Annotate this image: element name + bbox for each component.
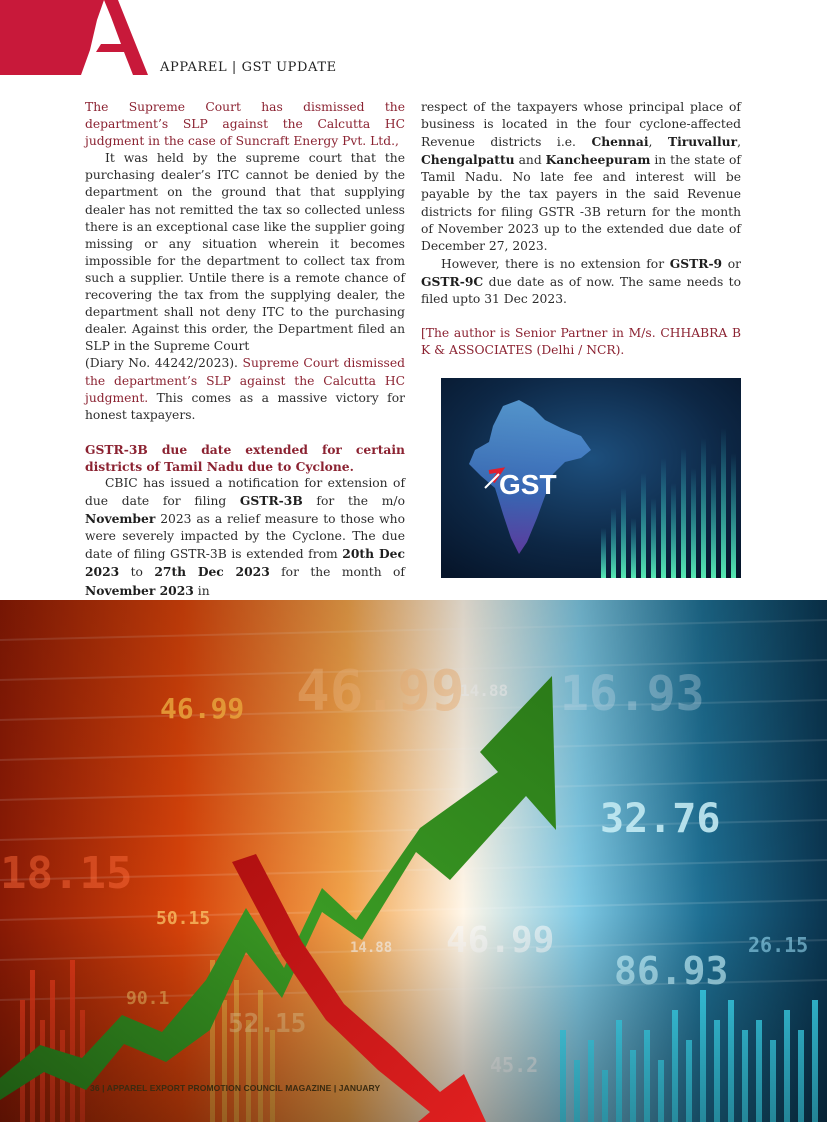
- right-column: [421, 99, 741, 359]
- text-run: to: [130, 565, 143, 580]
- gst-logo-text: GST: [499, 469, 557, 500]
- dismissal-highlight: Supreme Court dismissed the department’s SLP against the Calcutta HC judgment.: [85, 356, 405, 405]
- district-name: Chengalpattu: [421, 152, 515, 168]
- district-name: Kancheepuram: [545, 152, 651, 168]
- body-paragraph: It was held by the supreme court that the purchasing dealer’s ITC cannot be denied by the department on the ground that that supplying dealer has not remitted the tax so collected unless there is an exceptional case like the supplier going missing or any situation wherein it becomes impossible for the department to collect tax from such a supplier. Untile there is a remote chance of recovering the tax from the supplying dealer, the department shall not deny ITC to the purchasing dealer. Against this order, the Department filed an SLP in the Supreme Court: [85, 151, 405, 354]
- bold-run: GSTR-9: [669, 255, 723, 271]
- text-run: 2023 as a relief measure to those who were severely impacted by the Cyclone. The due date of filing GSTR-3B is extended from: [85, 512, 405, 562]
- district-name: Tiruvallur: [667, 134, 738, 150]
- text-run: However, there is no extension for: [441, 256, 665, 271]
- victory-text: This comes as a massive victory for honest taxpayers.: [85, 390, 405, 422]
- bold-run: GSTR-9C: [421, 273, 484, 289]
- body-paragraph: [85, 355, 405, 423]
- gst-india-map-image: [441, 378, 741, 578]
- section-header: APPAREL | GST UPDATE: [160, 60, 337, 75]
- diary-reference: (Diary No. 44242/2023).: [85, 356, 238, 371]
- bold-run: November: [85, 511, 156, 527]
- bold-run: 20th Dec 2023: [85, 546, 405, 580]
- left-column: [85, 99, 405, 600]
- body-paragraph: [85, 475, 405, 600]
- text-run: respect of the taxpayers whose principal place of business is located in the four cyclone-affected Revenue districts i.e.: [421, 100, 741, 150]
- text-run: due date as of now. The same needs to filed upto 31 Dec 2023.: [421, 274, 741, 307]
- text-run: or: [727, 256, 741, 271]
- text-run: for the month of: [281, 565, 405, 580]
- bold-run: GSTR-3B: [239, 493, 303, 509]
- bold-run: 27th Dec 2023: [154, 564, 270, 580]
- comma: ,: [737, 135, 741, 150]
- district-name: Chennai: [591, 134, 649, 150]
- text-run: in the state of Tamil Nadu. No late fee and interest will be payable by the tax payers in the said Revenue districts for filing GSTR -3B return for the month of November 2023 up to the extended due date of December 27, 2023.: [421, 153, 741, 253]
- text-run: and: [518, 153, 542, 168]
- bold-run: November 2023: [85, 582, 194, 598]
- text-run: in: [197, 583, 210, 598]
- apparel-logo-icon: [0, 0, 148, 75]
- subheading: GSTR-3B due date extended for certain districts of Tamil Nadu due to Cyclone.: [85, 441, 405, 474]
- text-run: CBIC has issued a notification for extension of due date for filing: [85, 475, 405, 509]
- body-paragraph: [421, 99, 741, 255]
- intro-highlight: The Supreme Court has dismissed the department’s SLP against the Calcutta HC judgment in the case of Suncraft Energy Pvt. Ltd.,: [85, 100, 405, 149]
- comma: ,: [648, 135, 653, 150]
- author-note: [The author is Senior Partner in M/s. CHHABRA B K & ASSOCIATES (Delhi / NCR).: [421, 326, 741, 358]
- page-footer: 36 | APPAREL EXPORT PROMOTION COUNCIL MAGAZINE | JANUARY: [90, 1083, 381, 1093]
- text-run: for the m/o: [316, 494, 405, 509]
- body-paragraph: [421, 255, 741, 308]
- stock-market-arrow-image: [0, 600, 827, 1122]
